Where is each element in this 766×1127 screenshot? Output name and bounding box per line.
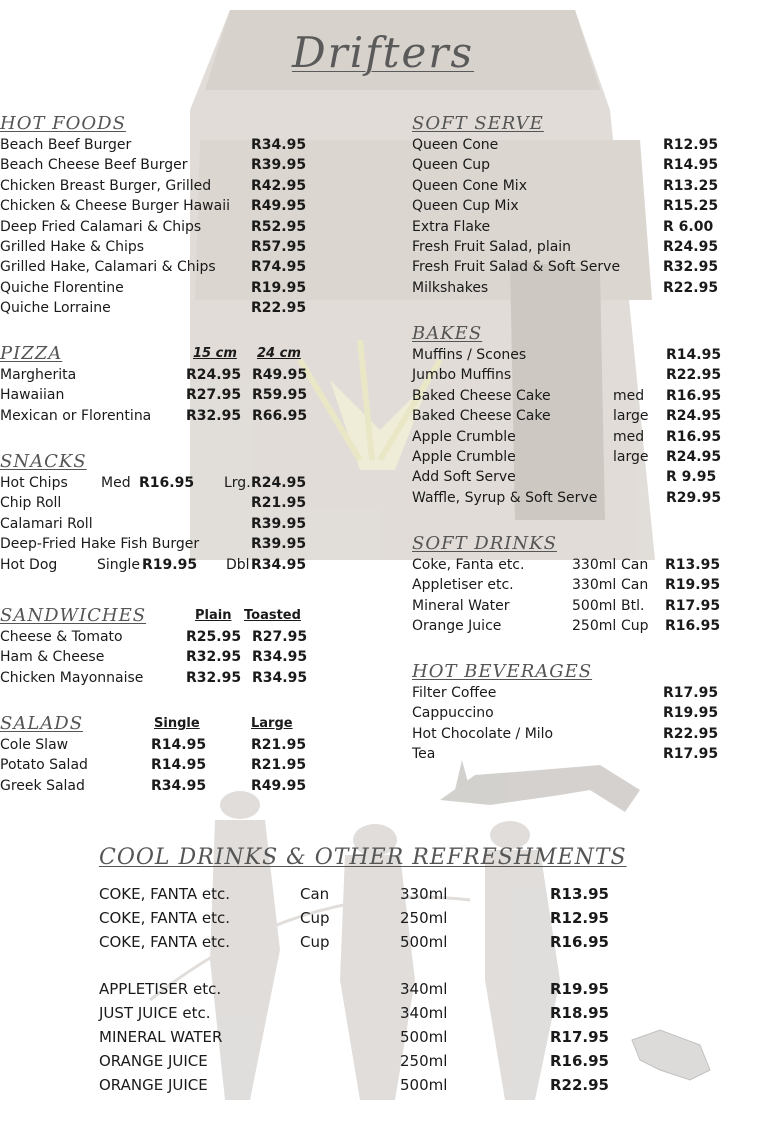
pizza-list [0,365,310,426]
item-price: R12.95 [550,908,609,927]
list-item [412,257,722,277]
list-item: Hot Dog Single R19.95 Dbl R34.95 [0,556,307,573]
list-item [412,724,722,744]
sandwiches-list [0,627,310,688]
list-item [412,345,722,365]
item-name: Chip Roll [0,495,62,512]
salads-col-large: Large [251,716,293,731]
item-price: R32.95 [663,259,719,276]
section-heading: PIZZA [0,343,63,364]
item-name: Chicken Mayonnaise [0,669,144,686]
price-plain: R32.95 [186,669,242,686]
item-name: Apple Crumble [412,448,516,465]
list-item [99,883,659,907]
item-price: R42.95 [251,177,307,194]
list-item [0,755,310,775]
salads-col-single: Single [154,716,200,731]
item-name: Extra Flake [412,218,491,235]
item-name: Baked Cheese Cake [412,387,551,404]
item-price: R24.95 [663,238,719,255]
item-size: 330ml [572,577,617,594]
list-item [99,1002,659,1026]
item-name: Apple Crumble [412,428,516,445]
list-item [412,616,722,636]
item-price: R74.95 [251,259,307,276]
item-size: 500ml [572,597,617,614]
item-pack: Cup [621,618,649,635]
item-price: R12.95 [663,137,719,153]
list-item [0,647,310,667]
item-name: Jumbo Muffins [412,367,512,384]
list-item [412,427,722,447]
list-item [0,493,310,513]
item-price: R14.95 [666,347,722,363]
item-name: Beach Cheese Beef Burger [0,157,188,174]
item-price: R15.25 [663,198,719,215]
item-name: Queen Cone Mix [412,177,527,194]
list-item [99,1026,659,1050]
list-item [0,735,310,755]
item-price: R19.95 [663,705,719,722]
list-item [0,627,310,647]
snacks-list [0,493,310,554]
item-price: R21.95 [251,495,307,512]
list-item [0,237,310,257]
sandwiches-col-plain: Plain [195,608,232,623]
item-size: 250ml [400,908,448,927]
item-size: 330ml [400,885,448,903]
list-item [0,514,310,534]
item-name: Queen Cup [412,157,490,174]
item-name: Beach Beef Burger [0,137,132,153]
item-name: Appletiser etc. [412,577,514,594]
item-price: R17.95 [665,597,721,614]
item-name: Quiche Florentine [0,279,124,296]
item-price: R22.95 [251,300,307,317]
list-item [412,135,722,155]
item-price: R52.95 [251,218,307,235]
item-name: Fresh Fruit Salad, plain [412,238,572,255]
list-item [412,176,722,196]
list-item [0,257,310,277]
item-size: 340ml [400,980,448,999]
item-name: Orange Juice [412,618,502,635]
item-name: Waffle, Syrup & Soft Serve [412,489,598,506]
sandwiches-col-toasted: Toasted [244,608,301,623]
list-item [0,135,310,155]
item-name: ORANGE JUICE [99,1051,208,1070]
item-price: R18.95 [550,1004,609,1023]
item-price: R22.95 [666,367,722,384]
item-price: R16.95 [550,1051,609,1070]
list-item: Hot Chips Med R16.95 Lrg. R24.95 [0,475,307,491]
item-price: R16.95 [665,618,721,635]
list-item [412,365,722,385]
section-heading: SALADS [0,713,84,734]
item-name: Coke, Fanta etc. [412,557,525,573]
item-price: R13.25 [663,177,719,194]
section-soft-drinks [412,533,722,637]
item-name: MINERAL WATER [99,1027,223,1046]
item-price: R22.95 [663,279,719,296]
section-heading: SOFT DRINKS [412,533,557,554]
item-price: R 6.00 [663,218,714,235]
item-price: R22.95 [550,1075,609,1094]
price-toasted: R34.95 [252,649,308,666]
item-name: Hawaiian [0,387,65,404]
list-item [99,978,659,1002]
list-item [0,385,310,405]
price-24cm: R66.95 [252,407,308,424]
list-item [0,155,310,175]
item-price: R24.95 [666,408,722,425]
list-item [0,406,310,426]
item-price: R49.95 [251,198,307,215]
item-name: Baked Cheese Cake [412,408,551,425]
item-name: Cheese & Tomato [0,629,123,645]
price-toasted: R27.95 [252,629,308,645]
item-pack: Can [300,885,330,903]
item-name: Quiche Lorraine [0,300,111,317]
item-price: R57.95 [251,238,307,255]
price-plain: R25.95 [186,629,242,645]
price-single: R14.95 [151,757,207,774]
section-heading: COOL DRINKS & OTHER REFRESHMENTS [99,845,627,870]
item-size: 500ml [400,1027,448,1046]
item-name: Filter Coffee [412,685,497,701]
price-single: R34.95 [151,777,207,794]
bakes-list [412,345,722,508]
list-item [412,467,722,487]
salads-list [0,735,310,796]
list-item [0,217,310,237]
section-salads [0,713,310,796]
item-price: R16.95 [550,932,609,951]
item-name: Chicken Breast Burger, Grilled [0,177,212,194]
item-price: R17.95 [663,746,719,763]
item-price: R13.95 [665,557,721,573]
price-15cm: R24.95 [186,367,242,383]
item-pack: Can [621,577,649,594]
price-large: R21.95 [251,737,307,753]
list-item [0,278,310,298]
section-pizza [0,343,310,426]
item-size: 250ml [400,1051,448,1070]
item-name: Calamari Roll [0,515,93,532]
cool-drinks-group-2 [99,978,659,1097]
item-price: R39.95 [251,157,307,174]
list-item [412,683,722,703]
item-name: JUST JUICE etc. [99,1004,211,1023]
list-item [412,406,722,426]
cool-drinks-group-1 [99,883,659,954]
item-name: Muffins / Scones [412,347,527,363]
list-item [412,155,722,175]
item-name: Potato Salad [0,757,88,774]
section-hot-beverages [412,661,722,765]
item-name: Grilled Hake, Calamari & Chips [0,259,216,276]
list-item [412,575,722,595]
page-title: Drifters [291,28,475,77]
item-name: Ham & Cheese [0,649,105,666]
item-pack: Btl. [621,597,645,614]
item-size: med [613,387,645,404]
item-price: R39.95 [251,536,307,553]
section-snacks [0,451,310,575]
item-name: Mineral Water [412,597,510,614]
item-price: R17.95 [663,685,719,701]
price-plain: R32.95 [186,649,242,666]
item-name: Milkshakes [412,279,489,296]
price-24cm: R59.95 [252,387,308,404]
item-name: Deep Fried Calamari & Chips [0,218,202,235]
item-name: COKE, FANTA etc. [99,932,231,951]
item-price: R 9.95 [666,469,717,486]
item-name: Hot Chocolate / Milo [412,725,554,742]
item-size: 500ml [400,1075,448,1094]
pizza-col-15cm: 15 cm [193,346,237,361]
list-item [99,931,659,955]
list-item [412,217,722,237]
section-cool-drinks [99,843,659,1097]
list-item [99,1050,659,1074]
item-name: Grilled Hake & Chips [0,238,145,255]
list-item [412,488,722,508]
item-pack: Cup [300,932,330,951]
list-item [0,534,310,554]
item-name: Cole Slaw [0,737,69,753]
list-item [412,596,722,616]
section-bakes [412,323,722,508]
price-large: R21.95 [251,757,307,774]
item-price: R14.95 [663,157,719,174]
list-item [412,703,722,723]
item-name: ORANGE JUICE [99,1075,208,1094]
item-size: 340ml [400,1004,448,1023]
price-15cm: R32.95 [186,407,242,424]
list-item [412,237,722,257]
section-hot-foods [0,113,310,319]
list-item [0,776,310,796]
item-name: Add Soft Serve [412,469,516,486]
item-name: Queen Cup Mix [412,198,519,215]
list-item [412,278,722,298]
item-name: Chicken & Cheese Burger Hawaii [0,198,230,215]
item-size: large [613,408,649,425]
list-item [412,555,722,575]
price-24cm: R49.95 [252,367,308,383]
item-price: R19.95 [550,980,609,999]
item-price: R29.95 [666,489,722,506]
pizza-col-24cm: 24 cm [257,346,301,361]
item-price: R34.95 [251,137,307,153]
item-name: Cappuccino [412,705,494,722]
list-item [0,196,310,216]
item-name: Greek Salad [0,777,85,794]
item-name: Queen Cone [412,137,499,153]
item-price: R17.95 [550,1027,609,1046]
list-item [0,668,310,688]
hot-beverages-list [412,683,722,765]
list-item [412,447,722,467]
section-heading: SOFT SERVE [412,113,544,134]
section-sandwiches [0,605,310,688]
item-price: R19.95 [665,577,721,594]
list-item [0,365,310,385]
list-item [99,1074,659,1098]
item-pack: Cup [300,908,330,927]
item-size: large [613,448,649,465]
list-item [99,907,659,931]
list-item [0,176,310,196]
section-heading: SANDWICHES [0,605,147,626]
section-heading: BAKES [412,323,483,344]
item-size: 500ml [400,932,448,951]
item-pack: Can [621,557,649,573]
price-large: R49.95 [251,777,307,794]
item-name: COKE, FANTA etc. [99,908,231,927]
item-price: R16.95 [666,387,722,404]
item-price: R24.95 [666,448,722,465]
item-price: R39.95 [251,515,307,532]
item-size: med [613,428,645,445]
section-heading: HOT FOODS [0,113,126,134]
hot-foods-list [0,135,310,319]
section-heading: SNACKS [0,451,87,472]
item-price: R22.95 [663,725,719,742]
list-item [412,386,722,406]
item-name: Mexican or Florentina [0,407,152,424]
list-item [0,298,310,318]
price-15cm: R27.95 [186,387,242,404]
price-single: R14.95 [151,737,207,753]
item-name: Margherita [0,367,77,383]
section-heading: HOT BEVERAGES [412,661,593,682]
price-toasted: R34.95 [252,669,308,686]
section-soft-serve [412,113,722,298]
soft-drinks-list [412,555,722,637]
item-size: 250ml [572,618,617,635]
list-item [412,744,722,764]
list-item [412,196,722,216]
item-name: APPLETISER etc. [99,980,222,999]
soft-serve-list [412,135,722,298]
item-name: Tea [412,746,436,763]
item-name: Deep-Fried Hake Fish Burger [0,536,200,553]
item-price: R19.95 [251,279,307,296]
item-price: R13.95 [550,885,609,903]
item-price: R16.95 [666,428,722,445]
item-name: Fresh Fruit Salad & Soft Serve [412,259,621,276]
item-size: 330ml [572,557,617,573]
item-name: COKE, FANTA etc. [99,885,231,903]
